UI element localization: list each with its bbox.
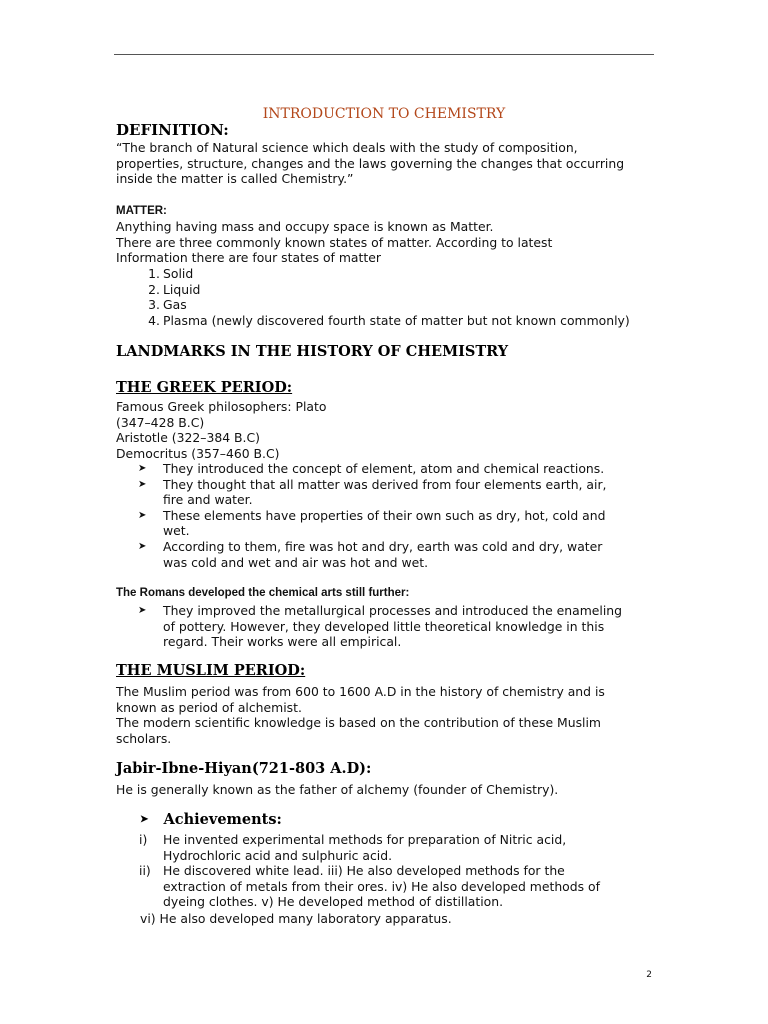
list-number: 4. [148,312,160,328]
definition-text: “The branch of Natural science which deals with the study of composition, properties, structure, changes and the laws governing the changes that occurring inside the matter is called Chemistry.” [116,140,625,187]
matter-text: Anything having mass and occupy space is known as Matter. There are three commonly known states of matter. According to latest Information there are four states of matter [116,219,553,266]
list-text: According to them, fire was hot and dry, earth was cold and dry, water was cold and wet and air was hot and wet. [163,538,603,570]
list-item [139,832,663,863]
landmarks-heading: LANDMARKS IN THE HISTORY OF CHEMISTRY [116,343,509,360]
jabir-heading: Jabir-Ibne-Hiyan(721-803 A.D): [116,760,372,777]
list-item [148,266,683,282]
list-item [138,461,663,477]
greek-bullets [138,461,663,570]
list-number: 2. [148,281,160,297]
list-number: 1. [148,266,160,281]
arrow-bullet-icon: ➤ [138,605,147,616]
muslim-period-text: The Muslim period was from 600 to 1600 A.D in the history of chemistry and is known as period of alchemist. The modern scientific knowledge is based on the contribution of these Muslim scholars. [116,684,605,746]
list-item [148,281,683,298]
arrow-bullet-icon: ➤ [138,463,147,474]
arrow-bullet-icon: ➤ [138,509,147,521]
list-text: They improved the metallurgical processes and introduced the enameling of pottery. However, they developed little theoretical knowledge in this regard. Their works were all empirical. [163,603,623,650]
list-text: They thought that all matter was derived from four elements earth, air, fire and water. [163,476,607,508]
achievements-last-line: vi) He also developed many laboratory apparatus. [140,911,452,926]
header-rule [114,54,654,55]
greek-period-heading: THE GREEK PERIOD: [116,379,293,396]
romans-bullets [138,603,663,650]
list-text: Liquid [163,281,201,297]
arrow-bullet-icon: ➤ [138,478,147,490]
arrow-bullet-icon: ➤ [138,540,147,552]
list-item [148,297,683,313]
list-item [138,507,663,539]
achievements-heading [140,812,282,830]
list-text: Solid [163,266,194,281]
list-number: ii) [139,863,151,879]
achievements-list [139,832,663,910]
list-text: He invented experimental methods for preparation of Nitric acid, Hydrochloric acid and sulphuric acid. [163,832,567,863]
list-text: Gas [163,297,187,313]
list-text: Plasma (newly discovered fourth state of matter but not known commonly) [163,312,630,328]
achievements-label: Achievements: [163,811,282,828]
romans-heading: The Romans developed the chemical arts still further: [116,587,410,599]
list-item [148,312,683,329]
list-item [139,863,663,910]
list-number: 3. [148,297,160,313]
list-item [138,603,663,650]
matter-heading: MATTER: [116,205,167,217]
arrow-bullet-icon: ➤ [140,814,149,825]
definition-heading: DEFINITION: [116,121,229,139]
list-text: They introduced the concept of element, atom and chemical reactions. [163,461,605,476]
states-list [148,266,683,328]
jabir-intro-text: He is generally known as the father of alchemy (founder of Chemistry). [116,782,559,797]
list-text: He discovered white lead. iii) He also developed methods for the extraction of metals from their ores. iv) He also developed methods of dyeing clothes. v) He developed method of distillation. [163,863,600,910]
page-number: 2 [646,970,652,980]
greek-philosophers-text: Famous Greek philosophers: Plato (347–428 B.C) Aristotle (322–384 B.C) Democritus (357–460 B.C) [116,399,327,461]
list-text: These elements have properties of their own such as dry, hot, cold and wet. [163,507,606,539]
muslim-period-heading: THE MUSLIM PERIOD: [116,662,306,679]
list-number: i) [139,832,148,847]
list-item [138,538,663,570]
list-item [138,476,663,508]
page-title: INTRODUCTION TO CHEMISTRY [262,106,506,122]
